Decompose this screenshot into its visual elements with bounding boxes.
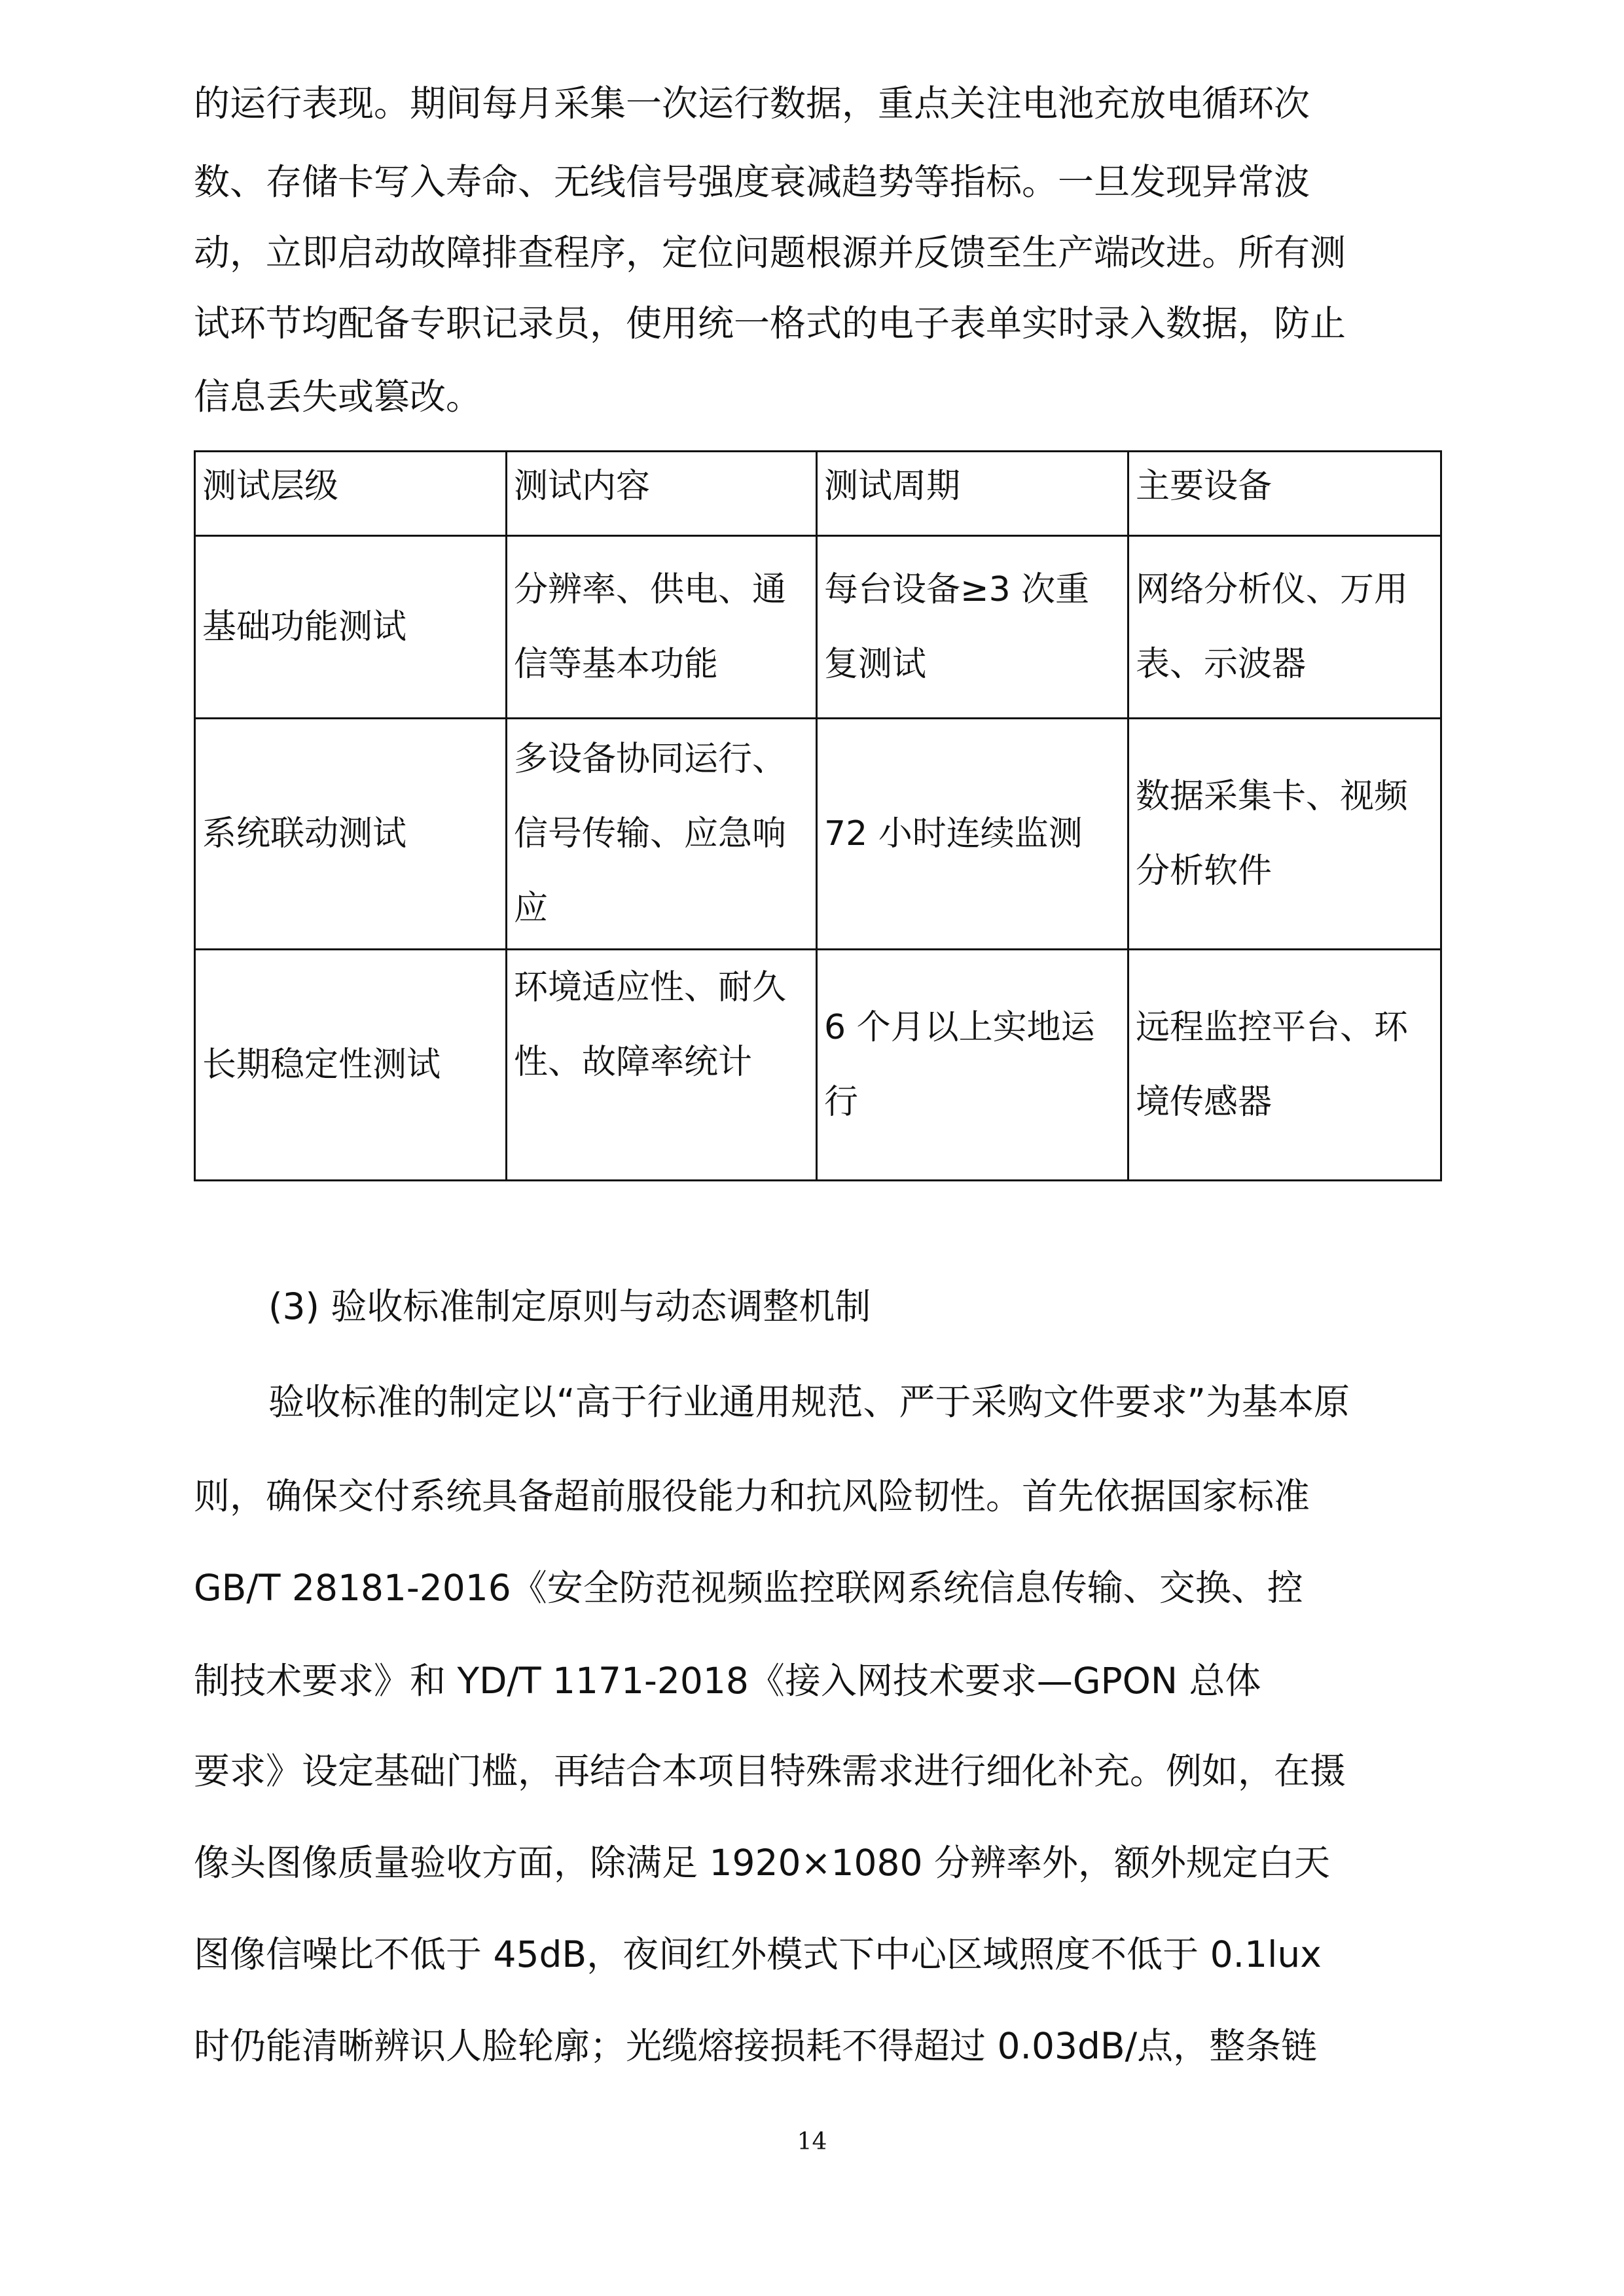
test-table [194,450,1442,1181]
intro-line-1: 的运行表现。期间每月采集一次运行数据，重点关注电池充放电循环次 [194,82,1310,124]
table-row [195,719,1441,950]
table-cell: 基础功能测试 [195,536,507,719]
table-cell: 6 个月以上实地运行 [817,950,1128,1181]
table-header-cell: 测试内容 [507,452,817,536]
table-cell: 长期稳定性测试 [195,950,507,1181]
body-line-4: 制技术要求》和 YD/T 1171-2018《接入网技术要求—GPON 总体 [194,1660,1261,1702]
page-number: 14 [797,2128,827,2155]
intro-line-2: 数、存储卡写入寿命、无线信号强度衰减趋势等指标。一旦发现异常波 [194,161,1310,203]
body-line-7: 图像信噪比不低于 45dB，夜间红外模式下中心区域照度不低于 0.1lux [194,1933,1322,1975]
body-line-1: 验收标准的制定以“高于行业通用规范、严于采购文件要求”为基本原 [268,1381,1350,1423]
body-line-6: 像头图像质量验收方面，除满足 1920×1080 分辨率外，额外规定白天 [194,1842,1330,1884]
table-cell: 网络分析仪、万用表、示波器 [1128,536,1441,719]
body-line-5: 要求》设定基础门槛，再结合本项目特殊需求进行细化补充。例如，在摄 [194,1750,1346,1792]
table-cell: 每台设备≥3 次重复测试 [817,536,1128,719]
table-cell: 72 小时连续监测 [817,719,1128,950]
section-heading: (3) 验收标准制定原则与动态调整机制 [268,1285,871,1327]
table-header-cell: 测试层级 [195,452,507,536]
body-line-8: 时仍能清晰辨识人脸轮廓；光缆熔接损耗不得超过 0.03dB/点，整条链 [194,2025,1318,2067]
table-header-row [195,452,1441,536]
table-cell: 环境适应性、耐久性、故障率统计 [507,950,817,1181]
intro-line-5: 信息丢失或篡改。 [194,376,482,418]
table-cell: 系统联动测试 [195,719,507,950]
table-row [195,950,1441,1181]
table-cell: 数据采集卡、视频分析软件 [1128,719,1441,950]
table-header-cell: 主要设备 [1128,452,1441,536]
table-row [195,536,1441,719]
intro-line-3: 动，立即启动故障排查程序，定位问题根源并反馈至生产端改进。所有测 [194,232,1346,274]
table-cell: 远程监控平台、环境传感器 [1128,950,1441,1181]
table-cell: 分辨率、供电、通信等基本功能 [507,536,817,719]
body-line-3: GB/T 28181-2016《安全防范视频监控联网系统信息传输、交换、控 [194,1567,1303,1609]
table-header-cell: 测试周期 [817,452,1128,536]
intro-line-4: 试环节均配备专职记录员，使用统一格式的电子表单实时录入数据，防止 [194,302,1346,344]
body-line-2: 则，确保交付系统具备超前服役能力和抗风险韧性。首先依据国家标准 [194,1475,1310,1517]
table-cell: 多设备协同运行、信号传输、应急响应 [507,719,817,950]
